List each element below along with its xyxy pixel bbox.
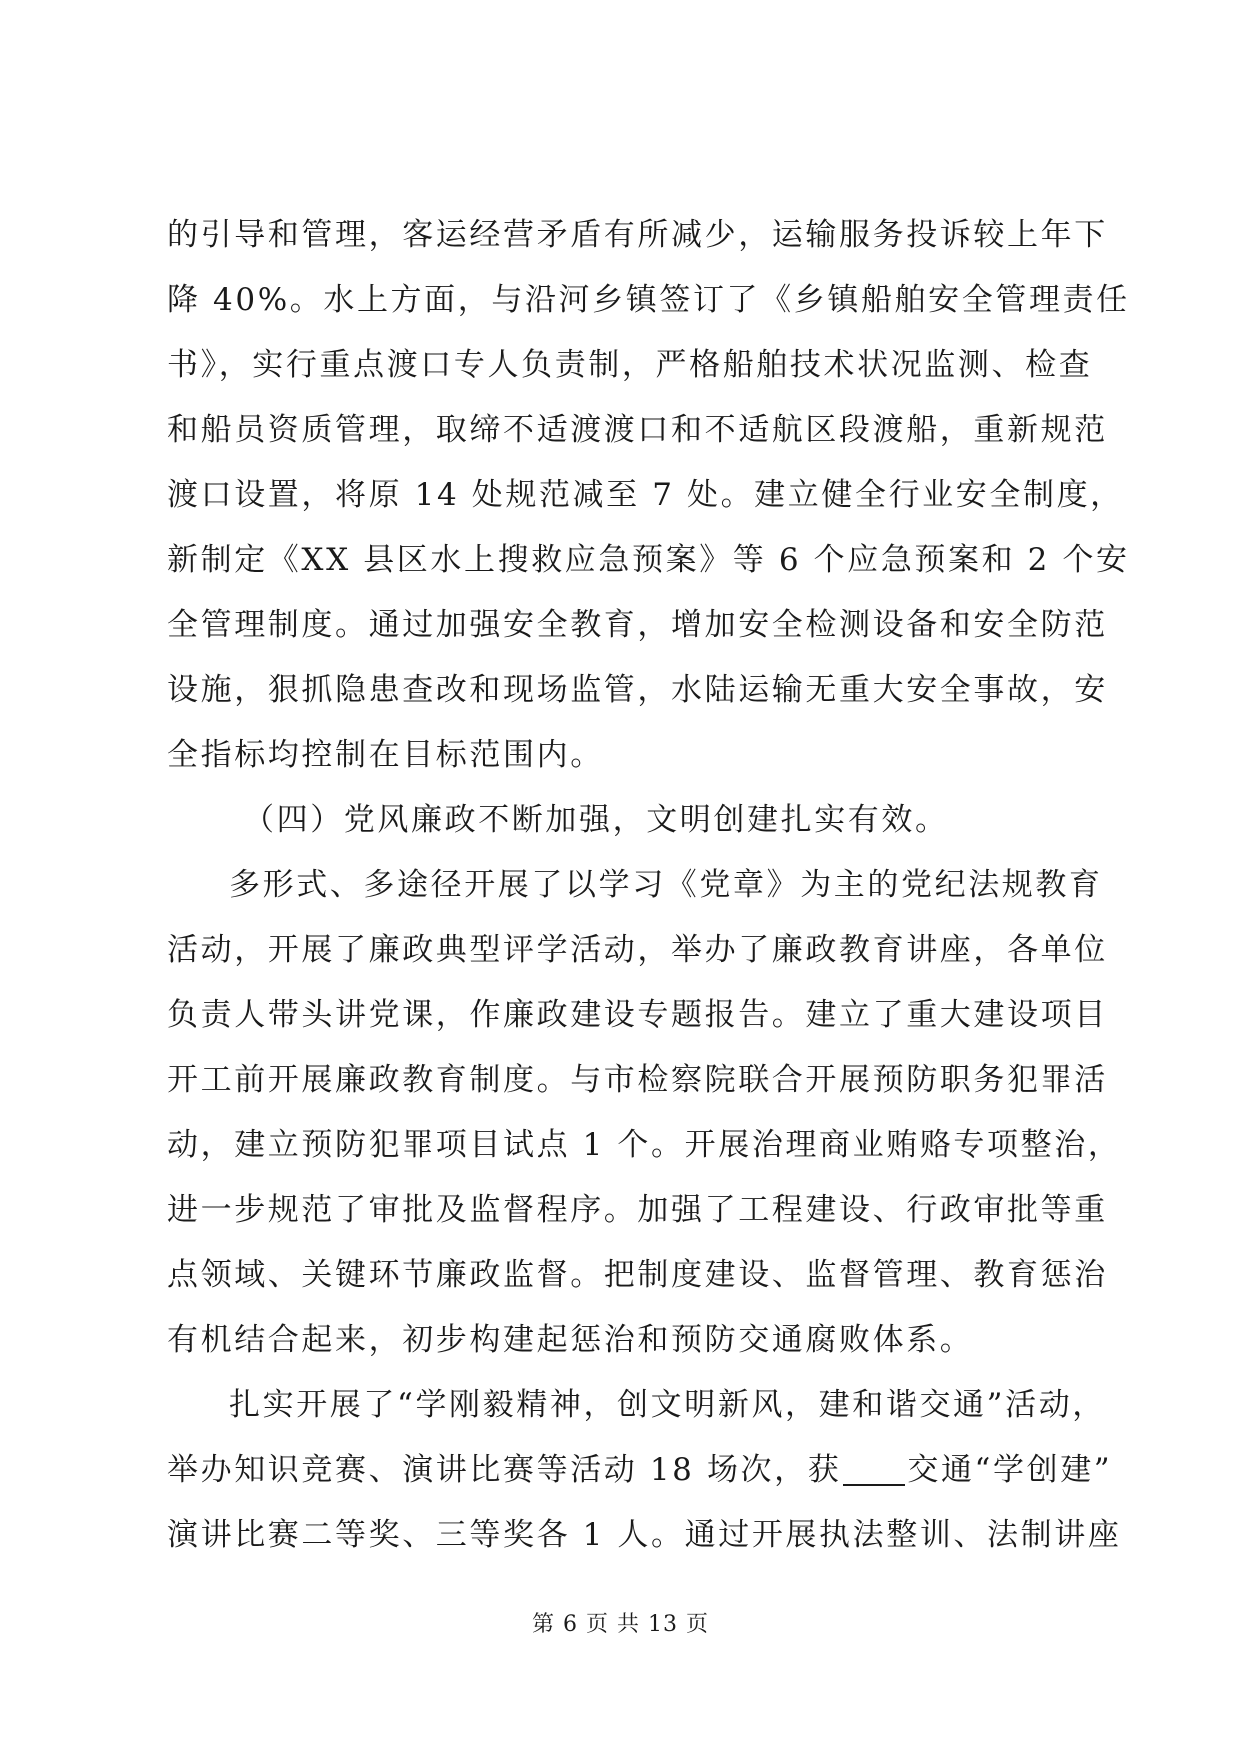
- paragraph-line: 负责人带头讲党课，作廉政建设专题报告。建立了重大建设项目: [167, 997, 1108, 1033]
- paragraph-line: 活动，开展了廉政典型评学活动，举办了廉政教育讲座，各单位: [167, 932, 1108, 968]
- section-heading: （四）党风廉政不断加强，文明创建扎实有效。: [243, 802, 949, 838]
- paragraph-line: 点领域、关键环节廉政监督。把制度建设、监督管理、教育惩治: [167, 1257, 1108, 1293]
- line-text-before-blank: 举办知识竞赛、演讲比赛等活动 18 场次，获: [167, 1452, 842, 1488]
- paragraph-line: 新制定《XX 县区水上搜救应急预案》等 6 个应急预案和 2 个安: [167, 542, 1130, 578]
- paragraph-line: 书》，实行重点渡口专人负责制，严格船舶技术状况监测、检查: [167, 347, 1093, 383]
- paragraph-line: 全指标均控制在目标范围内。: [167, 737, 604, 773]
- paragraph-line: 和船员资质管理，取缔不适渡渡口和不适航区段渡船，重新规范: [167, 412, 1108, 448]
- line-text-after-blank: 交通“学创建”: [907, 1452, 1113, 1488]
- paragraph-line: 进一步规范了审批及监督程序。加强了工程建设、行政审批等重: [167, 1192, 1108, 1228]
- paragraph-line: 演讲比赛二等奖、三等奖各 1 人。通过开展执法整训、法制讲座: [167, 1517, 1122, 1553]
- paragraph-line: 有机结合起来，初步构建起惩治和预防交通腐败体系。: [167, 1322, 974, 1358]
- paragraph-line: 渡口设置，将原 14 处规范减至 7 处。建立健全行业安全制度，: [167, 477, 1124, 513]
- paragraph-line-with-blank: [167, 1438, 1113, 1503]
- paragraph-line: 扎实开展了“学刚毅精神，创文明新风，建和谐交通”活动，: [229, 1387, 1106, 1423]
- document-body: [167, 203, 1130, 1568]
- paragraph-line: 动，建立预防犯罪项目试点 1 个。开展治理商业贿赂专项整治，: [167, 1127, 1122, 1163]
- paragraph-line: 的引导和管理，客运经营矛盾有所减少，运输服务投诉较上年下: [167, 217, 1108, 253]
- paragraph-line: 开工前开展廉政教育制度。与市检察院联合开展预防职务犯罪活: [167, 1062, 1108, 1098]
- fill-in-blank: [843, 1454, 905, 1486]
- paragraph-line: 降 40%。水上方面，与沿河乡镇签订了《乡镇船舶安全管理责任: [167, 282, 1130, 318]
- paragraph-line: 设施，狠抓隐患查改和现场监管，水陆运输无重大安全事故，安: [167, 672, 1108, 708]
- paragraph-line: 多形式、多途径开展了以学习《党章》为主的党纪法规教育: [229, 867, 1103, 903]
- paragraph-line: 全管理制度。通过加强安全教育，增加安全检测设备和安全防范: [167, 607, 1108, 643]
- page-number-footer: 第 6 页 共 13 页: [532, 1612, 709, 1637]
